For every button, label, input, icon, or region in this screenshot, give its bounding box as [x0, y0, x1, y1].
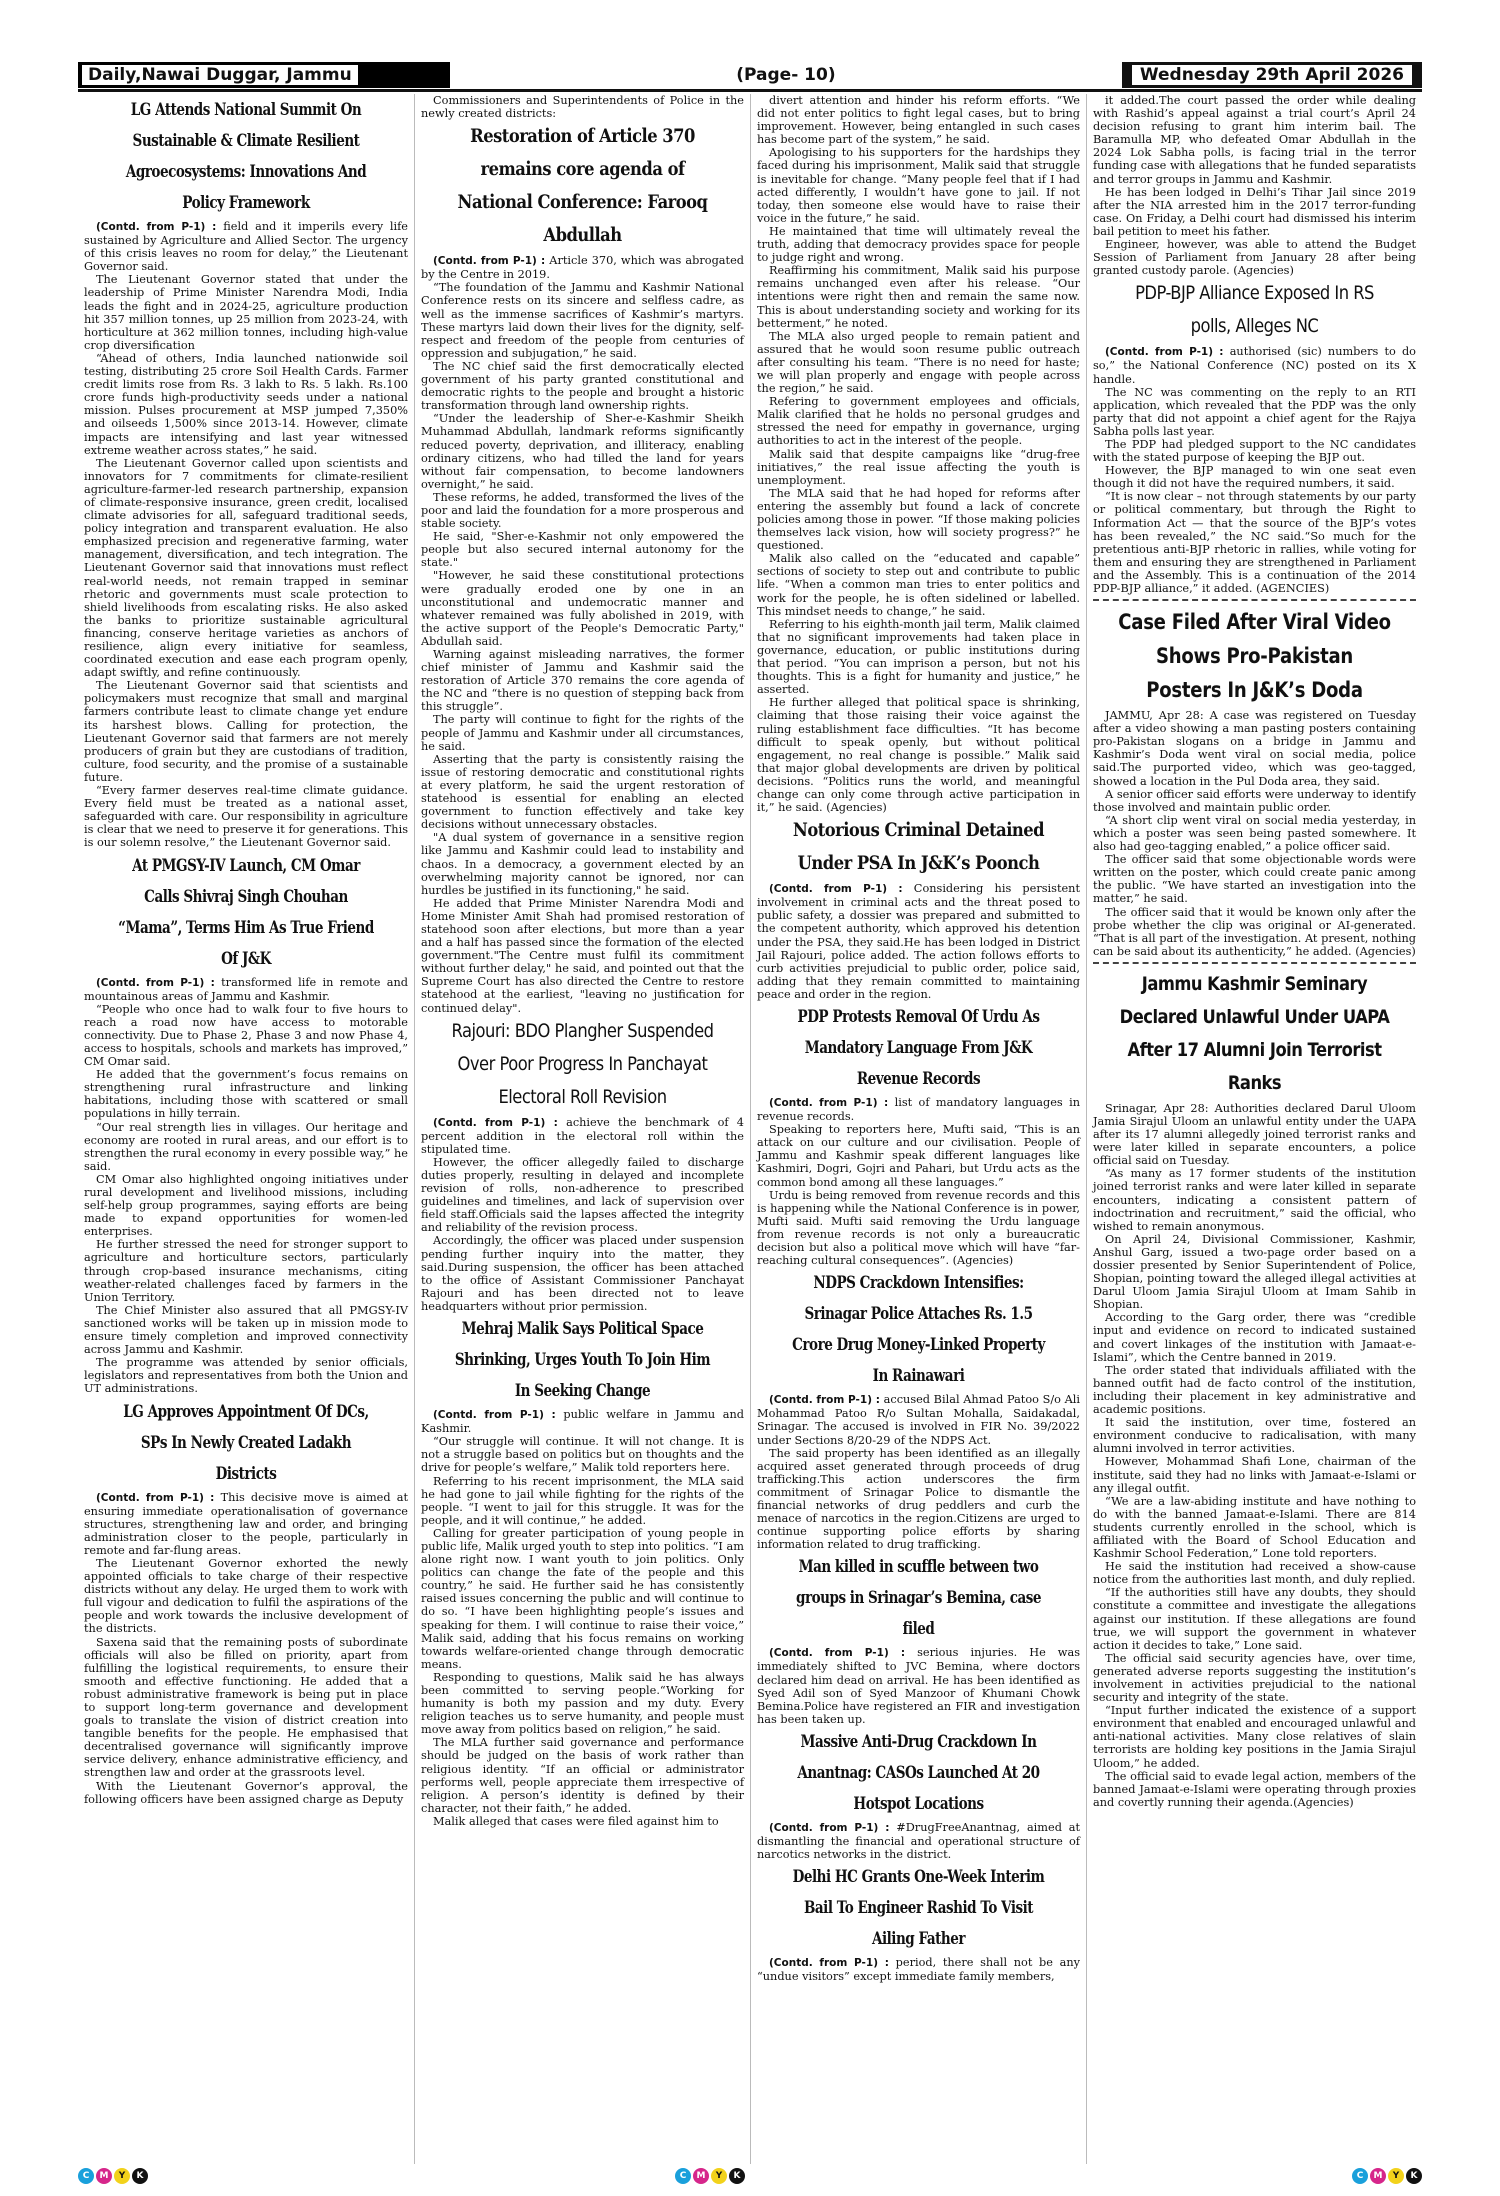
- body-paragraph: He said the institution had received a show-cause notice from the authorities last month, and duly replied.: [1093, 1560, 1416, 1587]
- body-paragraph: He has been lodged in Delhi’s Tihar Jail since 2019 after the NIA arrested him in the 2017 terror-funding case. On Friday, a Delhi court had dismissed his interim bail petition to meet his father.: [1093, 185, 1416, 238]
- body-paragraph: JAMMU, Apr 28: A case was registered on Tuesday after a video showing a man pasting posters containing pro-Pakistan slogans on a bridge in Jammu and Kashmir’s Doda went viral on social media, police said.The purported video, which was geo-tagged, showed a location in the Pul Doda area, they said.: [1093, 709, 1416, 788]
- continued-label: (Contd. from P-1) :: [96, 976, 222, 989]
- cmyk-marks-right: [1352, 2168, 1422, 2184]
- body-paragraph: Engineer, however, was able to attend the Budget Session of Parliament from January 28 after being granted custody parole. (Agencies): [1093, 238, 1416, 278]
- body-paragraph: “As many as 17 former students of the institution joined terrorist ranks and were later killed in separate encounters, indicating a consistent pattern of indoctrination and recruitment,” said the official, who wished to remain anonymous.: [1093, 1167, 1416, 1233]
- headline: Rajouri: BDO Plangher Suspended Over Poor Progress In Panchayat Electoral Roll Revision: [451, 1019, 714, 1108]
- continued-label: (Contd. from P-1) :: [769, 1647, 918, 1660]
- body-paragraph: It said the institution, over time, fostered an environment conducive to radicalisation, with many alumni involved in terror activities.: [1093, 1416, 1416, 1456]
- headline: Delhi HC Grants One-Week Interim Bail To Engineer Rashid To Visit Ailing Father: [792, 1867, 1045, 1949]
- column-2: [414, 94, 750, 2164]
- body-paragraph: Apologising to his supporters for the hardships they faced during his imprisonment, Malik said that struggle is inevitable for change. “Many people feel that if I had acted differently, I wouldn’t have gone to jail. If not today, then someone else would have to raise their voice in the future,” he said.: [757, 146, 1080, 225]
- body-paragraph: (Contd. from P-1) : transformed life in remote and mountainous areas of Jammu and Kashmir.: [84, 975, 408, 1003]
- masthead: [78, 62, 1422, 88]
- column-1: [78, 94, 414, 2164]
- body-paragraph: Referring to his recent imprisonment, the MLA said he had gone to jail while fighting for the rights of the people. “I went to jail for this struggle. It was for the people, and it will continue,” he added.: [421, 1474, 744, 1527]
- body-paragraph: A senior officer said efforts were underway to identify those involved and maintain public order.: [1093, 787, 1416, 814]
- body-paragraph: Asserting that the party is consistently raising the issue of restoring democratic and constitutional rights at every platform, he said the urgent restoration of statehood is essential for enabling an elected government to function effectively and take key decisions without unnecessary obstacles.: [421, 752, 744, 832]
- body-paragraph: According to the Garg order, there was “credible input and evidence on record to indicated sustained and covert linkages of the institution with Jamaat-e-Islami”, which the Centre banned in 2019.: [1093, 1311, 1416, 1364]
- cmyk-dot-c: C: [675, 2168, 691, 2184]
- body-paragraph: Accordingly, the officer was placed under suspension pending further inquiry into the matter, they said.During suspension, the officer has been attached to the office of Assistant Commissioner Panchayat Rajouri and has been directed not to leave headquarters without prior permission.: [421, 1234, 744, 1313]
- headline: PDP Protests Removal Of Urdu As Mandatory Language From J&K Revenue Records: [797, 1007, 1040, 1088]
- issue-date: Wednesday 29th April 2026: [1122, 62, 1422, 88]
- body-paragraph: The Chief Minister also assured that all PMGSY-IV sanctioned works will be taken up in mission mode to ensure timely completion and improved connectivity across Jammu and Kashmir.: [84, 1303, 408, 1357]
- cmyk-dot-m: M: [1370, 2168, 1386, 2184]
- body-paragraph: The Lieutenant Governor called upon scientists and innovators for 7 commitments for climate-resilient agriculture-farmer-led research partnership, expansion of climate-responsive insurance, green credit, localised climate advisories for all, safeguard traditional seeds, policy integration and transparent evaluation. He also emphasized precision and regenerative farming, water management, diversification, and tech integration. The Lieutenant Governor said that innovations must reflect real-world needs, not remain trapped in seminar rhetoric and governments must scale protection to shield livelihoods from escalating risks. He also asked the banks to prioritize sustainable agricultural financing, conserve heritage varieties as anchors of resilience, align every initiative for seamless, coordinated execution and ease each program openly, adapt swiftly, and refine continuously.: [84, 456, 408, 680]
- body-paragraph: “The foundation of the Jammu and Kashmir National Conference rests on its sincere and selfless cadre, as well as the immense sacrifices of Kashmir’s martyrs. These martyrs laid down their lives for the dignity, self-respect and freedom of the people from centuries of oppression and subjugation,” he said.: [421, 281, 744, 360]
- body-paragraph: (Contd. from P-1) : Considering his persistent involvement in criminal acts and the threat posed to public safety, a dossier was prepared and submitted to the competent authority, which approved his detention under the PSA, they said.He has been lodged in District Jail Rajouri, police added. The action follows efforts to curb activities prejudicial to public order, police said, adding that they remain committed to maintaining peace and order in the region.: [757, 882, 1080, 1001]
- cmyk-dot-y: Y: [114, 2168, 130, 2184]
- body-paragraph: Urdu is being removed from revenue records and this is happening while the National Conference is in power, Mufti said. Mufti said removing the Urdu language from revenue records is not only a bureaucratic decision but also a political move which will have “far-reaching cultural consequences”. (Agencies): [757, 1188, 1080, 1268]
- body-paragraph: “If the authorities still have any doubts, they should constitute a committee and investigate the allegations against our institution. If these allegations are found true, we will support the government in whatever action it decides to take,” Lone said.: [1093, 1586, 1416, 1652]
- body-paragraph: He added that Prime Minister Narendra Modi and Home Minister Amit Shah had promised restoration of statehood soon after elections, but more than a year and a half has passed since the formation of the elected government."The Centre must fulfil its commitment without further delay," he said, and pointed out that the Supreme Court has also directed the Centre to restore statehood at the earliest, "leaving no justification for continued delay".: [421, 896, 744, 1015]
- headline: LG Attends National Summit On Sustainable & Climate Resilient Agroecosystems: Innovations And Policy Framework: [125, 100, 367, 212]
- body-paragraph: Malik alleged that cases were filed against him to: [433, 1814, 719, 1828]
- continued-label: (Contd. from P-1) :: [769, 1821, 897, 1834]
- continued-label: (Contd. from P-1) :: [433, 1116, 567, 1129]
- cmyk-dot-k: K: [1406, 2168, 1422, 2184]
- body-paragraph: The MLA further said governance and performance should be judged on the basis of work rather than religious identity. “If an official or administrator performs well, people appreciate them irrespective of religion. A person’s identity is defined by their character, not their faith,” he added.: [421, 1736, 744, 1815]
- body-paragraph: (Contd. from P-1) : public welfare in Jammu and Kashmir.: [421, 1408, 744, 1436]
- article-columns: [78, 94, 1422, 2164]
- continued-label: (Contd. from P-1) :: [769, 1957, 896, 1970]
- body-paragraph: (Contd. from P-1) : #DrugFreeAnantnag, aimed at dismantling the financial and operational structure of narcotics networks in the district.: [757, 1820, 1080, 1862]
- body-paragraph: The officer said that it would be known only after the probe whether the clip was original or AI-generated. “That is all part of the investigation. At present, nothing can be said about its authenticity,” he added. (Agencies): [1093, 905, 1416, 958]
- headline: At PMGSY-IV Launch, CM Omar Calls Shivraj Singh Chouhan “Mama”, Terms Him As True Friend Of J&K: [118, 855, 374, 968]
- continued-label: (Contd. from P-1) :: [96, 1491, 221, 1504]
- body-paragraph: "A dual system of governance in a sensitive region like Jammu and Kashmir could lead to instability and chaos. In a democracy, a government elected by an overwhelming majority cannot be ignored, nor can hurdles be justified in its functioning," he said.: [421, 831, 744, 897]
- headline: PDP-BJP Alliance Exposed In RS polls, Alleges NC: [1135, 282, 1374, 338]
- body-paragraph: The programme was attended by senior officials, legislators and representatives from both the Union and UT administrations.: [84, 1356, 408, 1396]
- cmyk-marks-left: [78, 2168, 148, 2184]
- body-paragraph: Warning against misleading narratives, the former chief minister of Jammu and Kashmir said the restoration of Article 370 remains the core agenda of the NC and “there is no question of stepping back from this struggle”.: [421, 648, 744, 714]
- body-paragraph: Calling for greater participation of young people in public life, Malik urged youth to step into politics. “I am alone right now. I want youth to join politics. Only politics can change the fate of the people and this country,” he said. He further said he has consistently raised issues concerning the public and will continue to do so. “I have been highlighting people’s issues and speaking for them. I will continue to raise their voice,” Malik said, adding that his focus remains on working towards welfare-oriented change through democratic means.: [421, 1526, 744, 1671]
- body-paragraph: Srinagar, Apr 28: Authorities declared Darul Uloom Jamia Sirajul Uloom an unlawful entity under the UAPA after its 17 alumni allegedly joined terrorist ranks and were later killed in separate encounters, a police official said on Tuesday.: [1093, 1101, 1416, 1168]
- body-paragraph: “Our struggle will continue. It will not change. It is not a struggle based on politics but on thoughts and the drive for people’s welfare,” Malik told reporters here.: [421, 1435, 744, 1475]
- body-paragraph: The NC was commenting on the reply to an RTI application, which revealed that the PDP was the only party that did not appoint a chief agent for the Rajya Sabha polls last year.: [1093, 385, 1416, 438]
- body-paragraph: He said, "Sher-e-Kashmir not only empowered the people but also secured internal autonomy for the state.": [421, 530, 744, 570]
- body-paragraph: CM Omar also highlighted ongoing initiatives under rural development and livelihood missions, including self-help group programmes, saying efforts are being made to expand opportunities for women-led enterprises.: [84, 1172, 408, 1239]
- body-paragraph: “It is now clear – not through statements by our party or political commentary, but through the Right to Information Act — that the source of the BJP’s votes has been revealed,” the NC said.“So much for the pretentious anti-BJP rhetoric in rallies, while voting for them and ensuring they are strengthened in Parliament and the Assembly. This is a continuation of the 2014 PDP-BJP alliance,” it added. (AGENCIES): [1093, 490, 1416, 595]
- headline: Jammu Kashmir Seminary Declared Unlawful Under UAPA After 17 Alumni Join Terrorist Ranks: [1119, 972, 1390, 1094]
- body-paragraph: The official said security agencies have, over time, generated adverse reports suggesting the institution’s involvement in activities prejudicial to the national security and integrity of the state.: [1093, 1651, 1416, 1705]
- body-paragraph: it added.The court passed the order while dealing with Rashid’s appeal against a trial court’s April 24 decision refusing to grant him interim bail. The Baramulla MP, who defeated Omar Abdullah in the 2024 Lok Sabha polls, is facing trial in the terror funding case with allegations that he funded separatists and terror groups in Jammu and Kashmir.: [1093, 94, 1416, 186]
- body-paragraph: On April 24, Divisional Commissioner, Kashmir, Anshul Garg, issued a two-page order based on a dossier presented by Senior Superintendent of Police, Shopian, pointing toward the alleged illegal activities at Darul Uloom Jamia Sirajul Uloom at Imam Sahib in Shopian.: [1093, 1232, 1416, 1312]
- body-paragraph: The said property has been identified as an illegally acquired asset generated through proceeds of drug trafficking.This action underscores the firm commitment of Srinagar Police to dismantle the financial networks of drug peddlers and curb the menace of narcotics in the region.Citizens are urged to continue supporting police efforts by sharing information related to drug trafficking.: [757, 1446, 1080, 1552]
- column-4: [1086, 94, 1422, 2164]
- body-paragraph: “We are a law-abiding institute and have nothing to do with the banned Jamaat-e-Islami. There are 814 students currently enrolled in the school, which is affiliated with the Board of School Education and Kashmir School Federation,” Lone told reporters.: [1093, 1494, 1416, 1561]
- body-paragraph: “Our real strength lies in villages. Our heritage and economy are rooted in rural areas, and our effort is to strengthen the rural economy in every possible way,” he said.: [84, 1120, 408, 1173]
- body-paragraph: He maintained that time will ultimately reveal the truth, adding that democracy provides space for people to judge right and wrong.: [757, 224, 1080, 265]
- headline: Massive Anti-Drug Crackdown In Anantnag: CASOs Launched At 20 Hotspot Locations: [797, 1731, 1040, 1813]
- body-paragraph: However, the officer allegedly failed to discharge duties properly, resulting in delayed and incomplete revision of rolls, non-adherence to prescribed guidelines and timelines, and lack of supervision over field staff.Officials said the lapses affected the integrity and reliability of the revision process.: [421, 1155, 744, 1235]
- cmyk-marks-center: [675, 2168, 745, 2184]
- body-paragraph: The Lieutenant Governor said that scientists and policymakers must recognize that small and marginal farmers contribute least to climate change yet endure its harshest blows. Calling for protection, the Lieutenant Governor said that farmers are not merely producers of grain but they are custodians of tradition, culture, food security, and the promise of a sustainable future.: [84, 679, 408, 784]
- body-paragraph: Responding to questions, Malik said he has always been committed to serving people.“Working for humanity is both my passion and my duty. Every religion teaches us to serve humanity, and people must move away from politics based on religion,” he said.: [421, 1670, 744, 1737]
- headline: Man killed in scuffle between two groups in Srinagar’s Bemina, case filed: [795, 1557, 1041, 1639]
- body-paragraph: The MLA said that he had hoped for reforms after entering the assembly but found a lack of concrete policies among those in power. “If those making policies themselves lack vision, how will society progress?” he questioned.: [757, 486, 1080, 553]
- body-paragraph: “Input further indicated the existence of a support environment that enabled and encouraged unlawful and anti-national activities. Many close relatives of slain terrorists are holding key positions in the Jamia Sirajul Uloom,” he added.: [1093, 1704, 1416, 1770]
- body-paragraph: Saxena said that the remaining posts of subordinate officials will also be filled on priority, apart from fulfilling the logistical requirements, to ensure their smooth and effective functioning. He added that a robust administrative framework is being put in place to support long-term governance and development goals to translate the vision of district creation into tangible benefits for the people. He emphasised that decentralised governance will significantly improve service delivery, enhance administrative efficiency, and strengthen law and order at the grassroots level.: [84, 1635, 408, 1780]
- body-paragraph: “People who once had to walk four to five hours to reach a road now have access to motorable connectivity. Due to Phase 2, Phase 3 and now Phase 4, access to hospitals, schools and markets has improved,” CM Omar said.: [84, 1002, 408, 1069]
- body-paragraph: The Lieutenant Governor exhorted the newly appointed officials to take charge of their respective districts without any delay. He urged them to work with full vigour and dedication to fulfil the aspirations of the people and work towards the inclusive development of the districts.: [84, 1556, 408, 1636]
- body-paragraph: However, the BJP managed to win one seat even though it did not have the required numbers, it said.: [1093, 464, 1416, 491]
- paper-name: Daily,Nawai Duggar, Jammu: [78, 62, 450, 88]
- body-paragraph: The MLA also urged people to remain patient and assured that he would soon resume public outreach after consulting his team. “There is no need for haste; we will plan properly and engage with people across the region,” he said.: [757, 329, 1080, 396]
- body-paragraph: (Contd. from P-1) : period, there shall not be any “undue visitors” except immediate family members,: [757, 1956, 1080, 1984]
- body-paragraph: The official said to evade legal action, members of the banned Jamaat-e-Islami were operating through proxies and covertly running their agenda.(Agencies): [1093, 1769, 1416, 1809]
- headline: Notorious Criminal Detained Under PSA In J&K’s Poonch: [792, 819, 1045, 875]
- body-paragraph: Refering to government employees and officials, Malik clarified that he holds no personal grudges and stressed the need for empathy in governance, urging authorities to act in the interest of the people.: [757, 395, 1080, 448]
- body-paragraph: Commissioners and Superintendents of Police in the newly created districts:: [421, 94, 744, 121]
- headline: Case Filed After Viral Video Shows Pro-Pakistan Posters In J&K’s Doda: [1118, 610, 1391, 703]
- body-paragraph: (Contd. from P-1) : accused Bilal Ahmad Patoo S/o Ali Mohammad Patoo R/o Sultan Mohalla, Saidakadal, Srinagar. The accused is involved in FIR No. 39/2022 under Sections 8/20-29 of the NDPS Act.: [757, 1393, 1080, 1447]
- body-paragraph: “Under the leadership of Sher-e-Kashmir Sheikh Muhammad Abdullah, landmark reforms significantly reduced poverty, deprivation, and illiteracy, enabling ordinary citizens, who had tilled the land for years without fair compensation, to become landowners overnight,” he said.: [421, 412, 744, 491]
- cmyk-dot-y: Y: [1388, 2168, 1404, 2184]
- body-paragraph: Referring to his eighth-month jail term, Malik claimed that no significant improvements had taken place in governance, education, or public institutions during that period. “You can imprison a person, but not his thoughts. This is a fight for humanity and justice,” he asserted.: [757, 617, 1080, 697]
- body-paragraph: With the Lieutenant Governor’s approval, the following officers have been assigned charge as Deputy: [84, 1779, 408, 1806]
- body-paragraph: "However, he said these constitutional protections were gradually eroded one by one in an unconstitutional and undemocratic manner and whatever remained was fully abolished in 2019, with the active support of the People's Democratic Party," Abdullah said.: [421, 569, 744, 648]
- body-paragraph: The officer said that some objectionable words were written on the poster, which could create panic among the public. “We have started an investigation into the matter,” he said.: [1093, 853, 1416, 906]
- headline: Mehraj Malik Says Political Space Shrinking, Urges Youth To Join Him In Seeking Change: [454, 1319, 711, 1401]
- body-paragraph: The PDP had pledged support to the NC candidates with the stated purpose of keeping the BJP out.: [1093, 437, 1416, 465]
- cmyk-dot-k: K: [132, 2168, 148, 2184]
- continued-label: (Contd. from P-1) :: [769, 883, 914, 896]
- cmyk-dot-m: M: [96, 2168, 112, 2184]
- body-paragraph: These reforms, he added, transformed the lives of the poor and laid the foundation for a more prosperous and stable society.: [421, 490, 744, 531]
- continued-label: (Contd. from P-1) :: [433, 255, 550, 268]
- headline: NDPS Crackdown Intensifies: Srinagar Police Attaches Rs. 1.5 Crore Drug Money-Linked Property In Rainawari: [792, 1273, 1045, 1386]
- column-3: [750, 94, 1086, 2164]
- body-paragraph: (Contd. from P-1) : authorised (sic) numbers to do so,” the National Conference (NC) posted on its X handle.: [1093, 345, 1416, 386]
- body-paragraph: He further stressed the need for stronger support to agriculture and horticulture sectors, particularly through crop-based insurance mechanisms, citing weather-related challenges faced by farmers in the Union Territory.: [84, 1238, 408, 1304]
- body-paragraph: (Contd. from P-1) : field and it imperils every life sustained by Agriculture and Allied Sector. The urgency of this crisis leaves no room for delay,” the Lieutenant Governor said.: [84, 220, 408, 274]
- body-paragraph: divert attention and hinder his reform efforts. “We did not enter politics to fight legal cases, but to bring improvement. However, being entangled in such cases has become part of the system,” he said.: [757, 94, 1080, 147]
- cmyk-dot-c: C: [1352, 2168, 1368, 2184]
- page-footer: [78, 2168, 1422, 2190]
- cmyk-dot-k: K: [729, 2168, 745, 2184]
- cmyk-dot-y: Y: [711, 2168, 727, 2184]
- body-paragraph: However, Mohammad Shafi Lone, chairman of the institute, said they had no links with Jamaat-e-Islami or any illegal outfit.: [1093, 1455, 1416, 1495]
- body-paragraph: The order stated that individuals affiliated with the banned outfit had de facto control of the institution, including their placement in key administrative and academic positions.: [1093, 1363, 1416, 1417]
- body-paragraph: The party will continue to fight for the rights of the people of Jammu and Kashmir under all circumstances, he said.: [421, 713, 744, 753]
- cmyk-dot-c: C: [78, 2168, 94, 2184]
- body-paragraph: (Contd. from P-1) : This decisive move is aimed at ensuring immediate operationalisation of governance structures, strengthening law and order, and bringing administration closer to the people, particularly in remote and far-flung areas.: [84, 1490, 408, 1557]
- body-paragraph: (Contd. from P-1) : list of mandatory languages in revenue records.: [757, 1096, 1080, 1124]
- article-separator: [1093, 962, 1416, 964]
- continued-label: (Contd. from P-1) :: [769, 1394, 884, 1407]
- body-paragraph: Reaffirming his commitment, Malik said his purpose remains unchanged even after his release. “Our intentions were right then and remain the same now. This is about understanding society and working for its betterment,” he noted.: [757, 264, 1080, 330]
- body-paragraph: Speaking to reporters here, Mufti said, “This is an attack on our culture and our civilisation. People of Jammu and Kashmir speak different languages like Kashmiri, Dogri, Gojri and Pahari, but Urdu acts as the common bond among all these languages.”: [757, 1123, 1080, 1189]
- body-paragraph: “Ahead of others, India launched nationwide soil testing, distributing 25 crore Soil Health Cards. Farmer credit limits rose from Rs. 3 lakh to Rs. 5 lakh. Rs.100 crore funds high-productivity seeds under a national mission. Pulses procurement at MSP jumped 7,350% and oilseeds 1,500% since 2013-14. However, climate impacts are intensifying and last year witnessed extreme weather across states,” he said.: [84, 351, 408, 457]
- body-paragraph: Malik said that despite campaigns like “drug-free initiatives,” the real issue affecting the youth is unemployment.: [757, 447, 1080, 487]
- continued-label: (Contd. from P-1) :: [96, 221, 224, 233]
- continued-label: (Contd. from P-1) :: [433, 1409, 564, 1422]
- body-paragraph: “A short clip went viral on social media yesterday, in which a poster was seen being pasted somewhere. It also had geo-tagging enabled,” a police officer said.: [1093, 813, 1416, 854]
- body-paragraph: The Lieutenant Governor stated that under the leadership of Prime Minister Narendra Modi, India leads the fight and in 2024-25, agriculture production hit 357 million tonnes, up 25 million from 2023-24, with horticulture at 362 million tonnes, including high-value crop diversification: [84, 273, 408, 352]
- body-paragraph: The NC chief said the first democratically elected government of his party granted constitutional and democratic rights to the people and brought a historic transformation through land ownership rights.: [421, 359, 744, 413]
- header-rule: [78, 89, 1422, 92]
- cmyk-dot-m: M: [693, 2168, 709, 2184]
- continued-label: (Contd. from P-1) :: [1105, 346, 1230, 359]
- headline: Restoration of Article 370 remains core agenda of National Conference: Farooq Abdullah: [457, 125, 708, 247]
- continued-label: (Contd. from P-1) :: [769, 1097, 895, 1109]
- body-paragraph: Malik also called on the “educated and capable” sections of society to step out and contribute to public life. “When a common man tries to enter politics and work for the people, he is often sidelined or labelled. This mindset needs to change,” he said.: [757, 552, 1080, 618]
- body-paragraph: He further alleged that political space is shrinking, claiming that those raising their voice against the ruling establishment face difficulties. “It has become difficult to speak openly, but without political engagement, no real change is possible.” Malik said that major global developments are driven by political decisions. “Politics runs the world, and meaningful change can only come through active participation in it,” he said. (Agencies): [757, 696, 1080, 815]
- body-paragraph: (Contd. from P-1) : serious injuries. He was immediately shifted to JVC Bemina, where doctors declared him dead on arrival. He has been identified as Syed Adil son of Syed Manzoor of Khumani Chowk Bemina.Police have registered an FIR and investigation has been taken up.: [757, 1646, 1080, 1726]
- headline: LG Approves Appointment Of DCs, SPs In Newly Created Ladakh Districts: [123, 1401, 369, 1483]
- page-number: (Page- 10): [736, 65, 836, 85]
- body-paragraph: (Contd. from P-1) : Article 370, which was abrogated by the Centre in 2019.: [421, 254, 744, 282]
- article-separator: [1093, 599, 1416, 601]
- body-paragraph: (Contd. from P-1) : achieve the benchmark of 4 percent addition in the electoral roll within the stipulated time.: [421, 1115, 744, 1156]
- body-paragraph: “Every farmer deserves real-time climate guidance. Every field must be treated as a national asset, safeguarded with care. Our responsibility in agriculture is clear that we need to preserve it for generations. This is our solemn resolve,” the Lieutenant Governor said.: [84, 784, 408, 850]
- body-paragraph: He added that the government’s focus remains on strengthening rural infrastructure and linking habitations, including those with scattered or small populations in hilly terrain.: [84, 1068, 408, 1121]
